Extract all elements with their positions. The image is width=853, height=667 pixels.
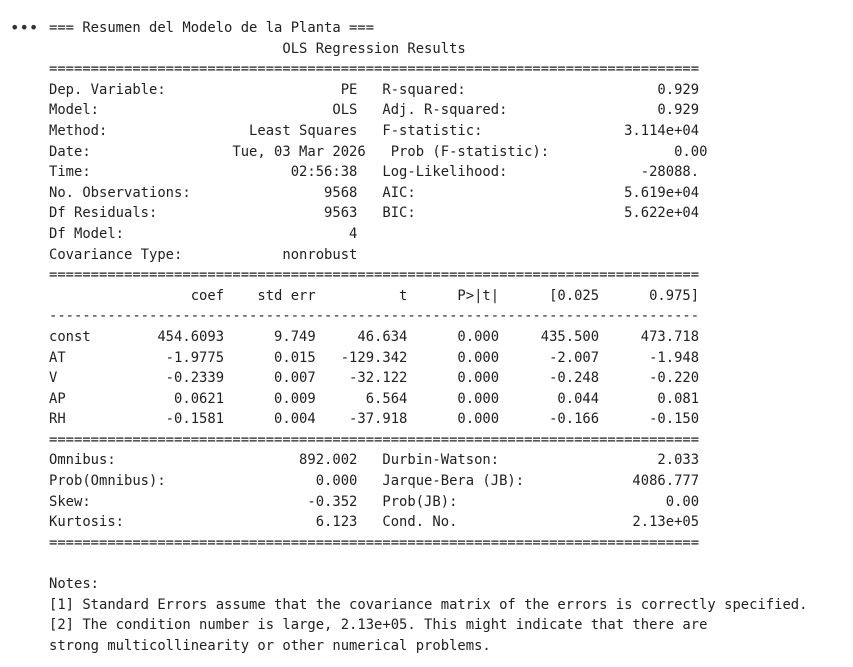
output-line: coef std err t P>|t| [0.025 0.975] [49, 287, 700, 304]
output-line: === Resumen del Modelo de la Planta === [49, 20, 375, 36]
output-line: AP 0.0621 0.009 6.564 0.000 0.044 0.081 [49, 390, 700, 407]
output-line: V -0.2339 0.007 -32.122 0.000 -0.248 -0.220 [49, 370, 700, 387]
output-line: No. Observations: 9568 AIC: 5.619e+04 [49, 184, 700, 201]
output-line: Date: Tue, 03 Mar 2026 Prob (F-statistic): 0.00 [49, 143, 708, 160]
output-line: ------------------------------------------------------------------------------ [49, 308, 700, 325]
ols-summary-output [49, 18, 807, 656]
output-line: ============================================================================== [49, 267, 700, 284]
output-line: AT -1.9775 0.015 -129.342 0.000 -2.007 -1.948 [49, 349, 700, 366]
output-line: ============================================================================== [49, 534, 700, 551]
output-line: Prob(Omnibus): 0.000 Jarque-Bera (JB): 4086.777 [49, 473, 700, 490]
output-line: [1] Standard Errors assume that the covariance matrix of the errors is correctly specified. [49, 596, 808, 613]
output-line [49, 553, 807, 574]
output-line: Covariance Type: nonrobust [49, 246, 700, 263]
output-line: RH -0.1581 0.004 -37.918 0.000 -0.166 -0.150 [49, 411, 700, 428]
output-line: Dep. Variable: PE R-squared: 0.929 [49, 81, 700, 98]
output-line: Df Model: 4 [49, 225, 700, 242]
output-line: Time: 02:56:38 Log-Likelihood: -28088. [49, 164, 700, 181]
output-line: Skew: -0.352 Prob(JB): 0.00 [49, 493, 700, 510]
output-line: ============================================================================== [49, 61, 700, 78]
more-options-icon[interactable]: ••• [10, 18, 39, 37]
output-line: OLS Regression Results [49, 40, 700, 57]
output-line: Omnibus: 892.002 Durbin-Watson: 2.033 [49, 452, 700, 469]
output-line: Model: OLS Adj. R-squared: 0.929 [49, 102, 700, 119]
output-line: strong multicollinearity or other numerical problems. [49, 637, 491, 654]
output-line: Kurtosis: 6.123 Cond. No. 2.13e+05 [49, 514, 700, 531]
output-line: Df Residuals: 9563 BIC: 5.622e+04 [49, 205, 700, 222]
output-line: ============================================================================== [49, 431, 700, 448]
output-line: Method: Least Squares F-statistic: 3.114e+04 [49, 122, 700, 139]
output-line: [2] The condition number is large, 2.13e+05. This might indicate that there are [49, 617, 708, 634]
output-line: const 454.6093 9.749 46.634 0.000 435.500 473.718 [49, 328, 700, 345]
output-line: Notes: [49, 576, 100, 593]
